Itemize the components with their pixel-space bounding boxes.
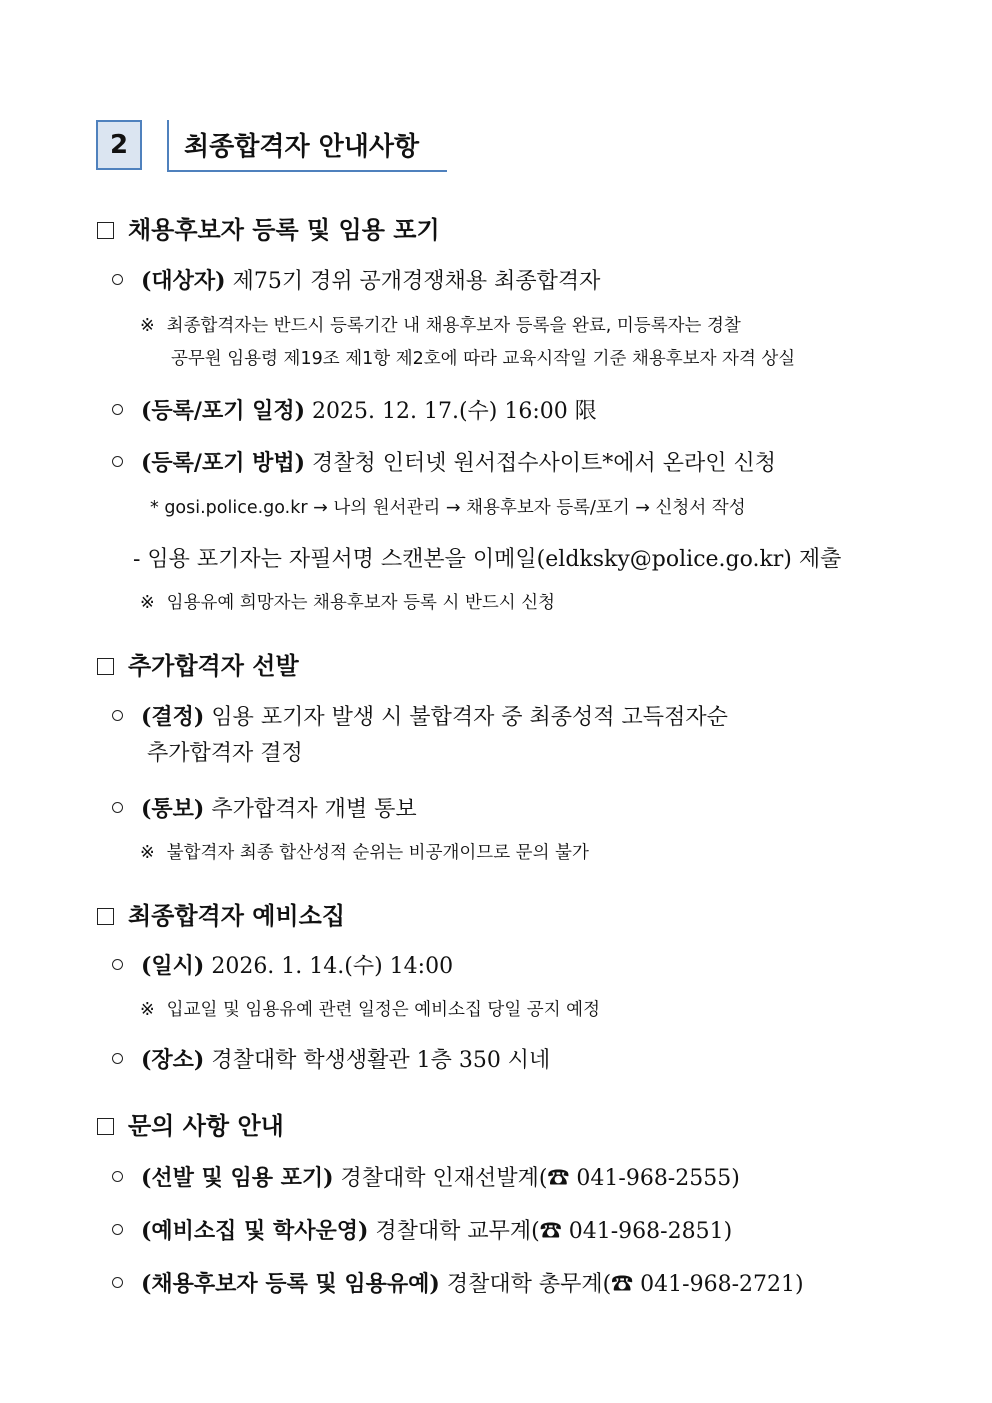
circle-bullet-icon [112,1224,123,1235]
bullet-method: (등록/포기 방법) 경찰청 인터넷 원서접수사이트*에서 온라인 신청 [112,446,776,477]
dash-item-signature: - 임용 포기자는 자필서명 스캔본을 이메일(eldksky@police.go.kr) 제출 [133,547,842,572]
note-entrance-schedule: ※ 입교일 및 임용유예 관련 일정은 예비소집 당일 공지 예정 [140,1000,600,1020]
checkbox-square-icon [97,1118,114,1135]
note-deferral: ※ 임용유예 희망자는 채용후보자 등록 시 반드시 신청 [140,593,556,613]
checkbox-square-icon [97,658,114,675]
circle-bullet-icon [112,404,123,415]
bullet-target: (대상자) 제75기 경위 공개경쟁채용 최종합격자 [112,264,600,295]
circle-bullet-icon [112,802,123,813]
circle-bullet-icon [112,274,123,285]
section-heading-contact: 문의 사항 안내 [97,1106,284,1141]
note-site-path: * gosi.police.go.kr → 나의 원서관리 → 채용후보자 등록/포기 → 신청서 작성 [150,498,746,518]
contact-general-affairs: (채용후보자 등록 및 임용유예) 경찰대학 총무계(☎ 041-968-2721) [112,1267,804,1298]
contact-academic: (예비소집 및 학사운영) 경찰대학 교무계(☎ 041-968-2851) [112,1214,732,1245]
circle-bullet-icon [112,456,123,467]
circle-bullet-icon [112,1171,123,1182]
circle-bullet-icon [112,710,123,721]
bullet-notice: (통보) 추가합격자 개별 통보 [112,792,417,823]
bullet-schedule: (등록/포기 일정) 2025. 12. 17.(수) 16:00 限 [112,394,597,425]
checkbox-square-icon [97,908,114,925]
section-heading-registration: 채용후보자 등록 및 임용 포기 [97,210,440,245]
checkbox-square-icon [97,222,114,239]
bullet-datetime: (일시) 2026. 1. 14.(수) 14:00 [112,949,453,980]
bullet-decision-cont: 추가합격자 결정 [147,741,303,766]
circle-bullet-icon [112,959,123,970]
bullet-decision: (결정) 임용 포기자 발생 시 불합격자 중 최종성적 고득점자순 [112,700,728,731]
circle-bullet-icon [112,1277,123,1288]
note-ranking: ※ 불합격자 최종 합산성적 순위는 비공개이므로 문의 불가 [140,843,589,863]
contact-selection: (선발 및 임용 포기) 경찰대학 인재선발계(☎ 041-968-2555) [112,1161,740,1192]
note-registration-warning-cont: 공무원 임용령 제19조 제1항 제2호에 따라 교육시작일 기준 채용후보자 자격 상실 [171,349,796,369]
section-heading-orientation: 최종합격자 예비소집 [97,896,345,931]
page-title: 최종합격자 안내사항 [184,132,420,162]
circle-bullet-icon [112,1053,123,1064]
note-registration-warning: ※ 최종합격자는 반드시 등록기간 내 채용후보자 등록을 완료, 미등록자는 경찰 [140,316,741,336]
bullet-location: (장소) 경찰대학 학생생활관 1층 350 시네 [112,1043,550,1074]
section-number-box [96,120,142,170]
section-heading-additional: 추가합격자 선발 [97,646,299,681]
section-number: 2 [109,130,129,160]
